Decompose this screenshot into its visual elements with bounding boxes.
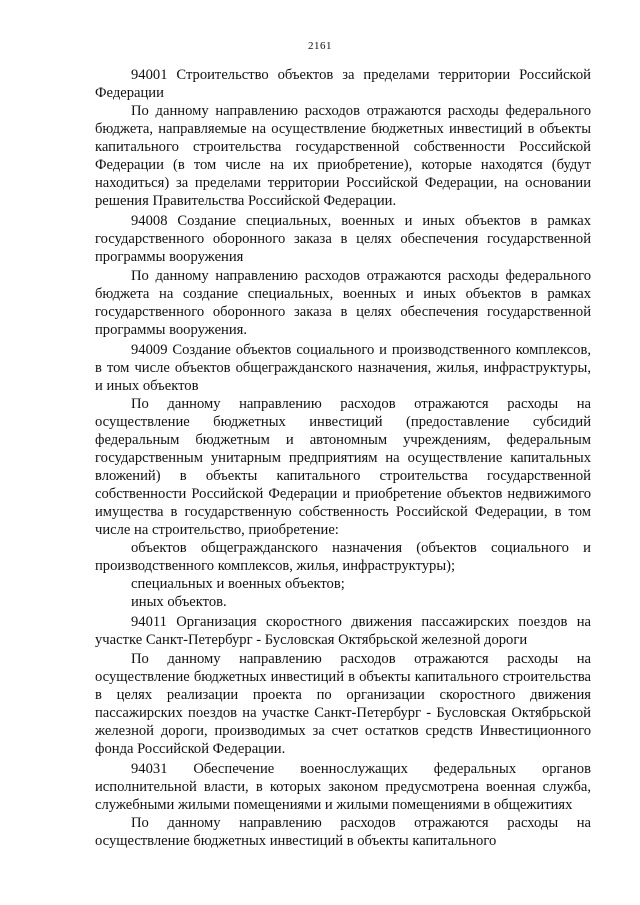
section-heading-94009: 94009 Создание объектов социального и производственного комплексов, в том числе объектов общегражданского назначения, жилья, инфраструктуры, и иных объектов — [95, 341, 591, 394]
list-item: иных объектов. — [131, 594, 227, 611]
section-heading-94008: 94008 Создание специальных, военных и иных объектов в рамках государственного оборонного заказа в целях обеспечения государственной программы вооружения — [95, 213, 591, 266]
section-body-94008: По данному направлению расходов отражаются расходы федерального бюджета на создание специальных, военных и иных объектов в рамках государственного оборонного заказа в целях обеспечения государственной программы вооружения. — [95, 267, 591, 338]
section-body-94009: По данному направлению расходов отражаются расходы на осуществление бюджетных инвестиций (предоставление субсидий федеральным бюджетным и автономным учреждениям, федеральным государственным унитарным предприятиям на осуществление капитальных вложений) в объекты капитального строительства государственной собственности Российской Федерации и приобретение объектов недвижимого имущества в государственную собственность Российской Федерации, в том числе на строительство, приобретение: — [95, 395, 591, 539]
list-item: специальных и военных объектов; — [131, 576, 345, 593]
list-item: объектов общегражданского назначения (объектов социального и производственного комплексов, жилья, инфраструктуры); — [95, 540, 591, 575]
section-body-94031: По данному направлению расходов отражаются расходы на осуществление бюджетных инвестиций в объекты капитального — [95, 814, 591, 849]
page-number: 2161 — [308, 40, 332, 52]
section-heading-94011: 94011 Организация скоростного движения пассажирских поездов на участке Санкт-Петербург - Бусловская Октябрьской железной дороги — [95, 614, 591, 649]
section-heading-94001: 94001 Строительство объектов за пределами территории Российской Федерации — [95, 67, 591, 102]
section-heading-94031: 94031 Обеспечение военнослужащих федеральных органов исполнительной власти, в которых законом предусмотрена военная служба, служебными жилыми помещениями и жилыми помещениями в общежитиях — [95, 760, 591, 813]
section-body-94001: По данному направлению расходов отражаются расходы федерального бюджета, направляемые на осуществление бюджетных инвестиций в объекты капитального строительства государственной собственности Российской Федерации (в том числе на их приобретение), которые находятся (будут находиться) за пределами территории Российской Федерации, на основании решения Правительства Российской Федерации. — [95, 103, 591, 210]
document-body — [95, 64, 591, 850]
section-body-94011: По данному направлению расходов отражаются расходы на осуществление бюджетных инвестиций в объекты капитального строительства в целях реализации проекта по организации скоростного движения пассажирских поездов на участке Санкт-Петербург - Бусловская Октябрьской железной дороги, производимых за счет остатков средств Инвестиционного фонда Российской Федерации. — [95, 650, 591, 757]
